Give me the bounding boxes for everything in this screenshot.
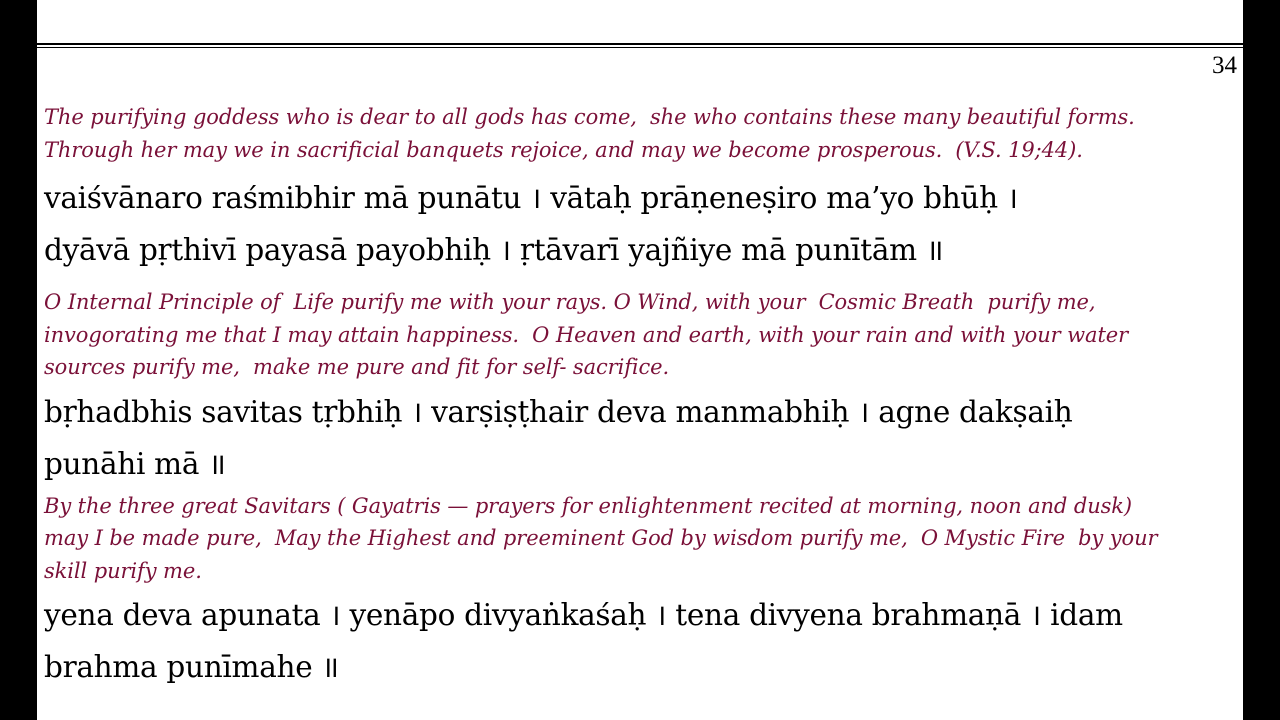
translation-line: may I be made pure, May the Highest and preeminent God by wisdom purify me, O Mystic Fire by your bbox=[44, 526, 1158, 550]
translation-line: Through her may we in sacrificial banquets rejoice, and may we become prosperous. (V.S. 19;44). bbox=[44, 137, 1083, 162]
translation-line: By the three great Savitars ( Gayatris — prayers for enlightenment recited at morning, noon and dusk) bbox=[44, 493, 1133, 518]
translation-line: The purifying goddess who is dear to all gods has come, she who contains these many beautiful forms. bbox=[44, 105, 1135, 129]
translation-line: O Internal Principle of Life purify me with your rays. O Wind, with your Cosmic Breath purify me, bbox=[44, 290, 1096, 314]
header-rule-thick bbox=[37, 43, 1243, 45]
document-body bbox=[44, 101, 1240, 693]
verse-line: yena deva apunata । yenāpo divyaṅkaśaḥ । tena divyena brahmaṇā । idam bbox=[44, 598, 1123, 632]
verse-line: dyāvā pṛthivī payasā payobhiḥ । ṛtāvarī yajñiye mā punītām ॥ bbox=[44, 233, 944, 267]
document-page bbox=[37, 0, 1243, 720]
verse-line: vaiśvānaro raśmibhir mā punātu । vātaḥ prāṇeneṣiro ma’yo bhūḥ । bbox=[44, 181, 1018, 215]
verse-line: brahma punīmahe ॥ bbox=[44, 650, 339, 684]
page-number: 34 bbox=[1212, 52, 1237, 79]
verse-line: punāhi mā ॥ bbox=[44, 446, 226, 481]
translation-line: skill purify me. bbox=[44, 558, 202, 583]
translation-line: sources purify me, make me pure and fit for self- sacrifice. bbox=[44, 355, 670, 379]
verse-line: bṛhadbhis savitas tṛbhiḥ । varṣiṣṭhair deva manmabhiḥ । agne dakṣaiḥ bbox=[44, 394, 1073, 429]
translation-line: invogorating me that I may attain happiness. O Heaven and earth, with your rain and with your water bbox=[44, 322, 1129, 347]
header-rule-thin bbox=[37, 47, 1243, 48]
